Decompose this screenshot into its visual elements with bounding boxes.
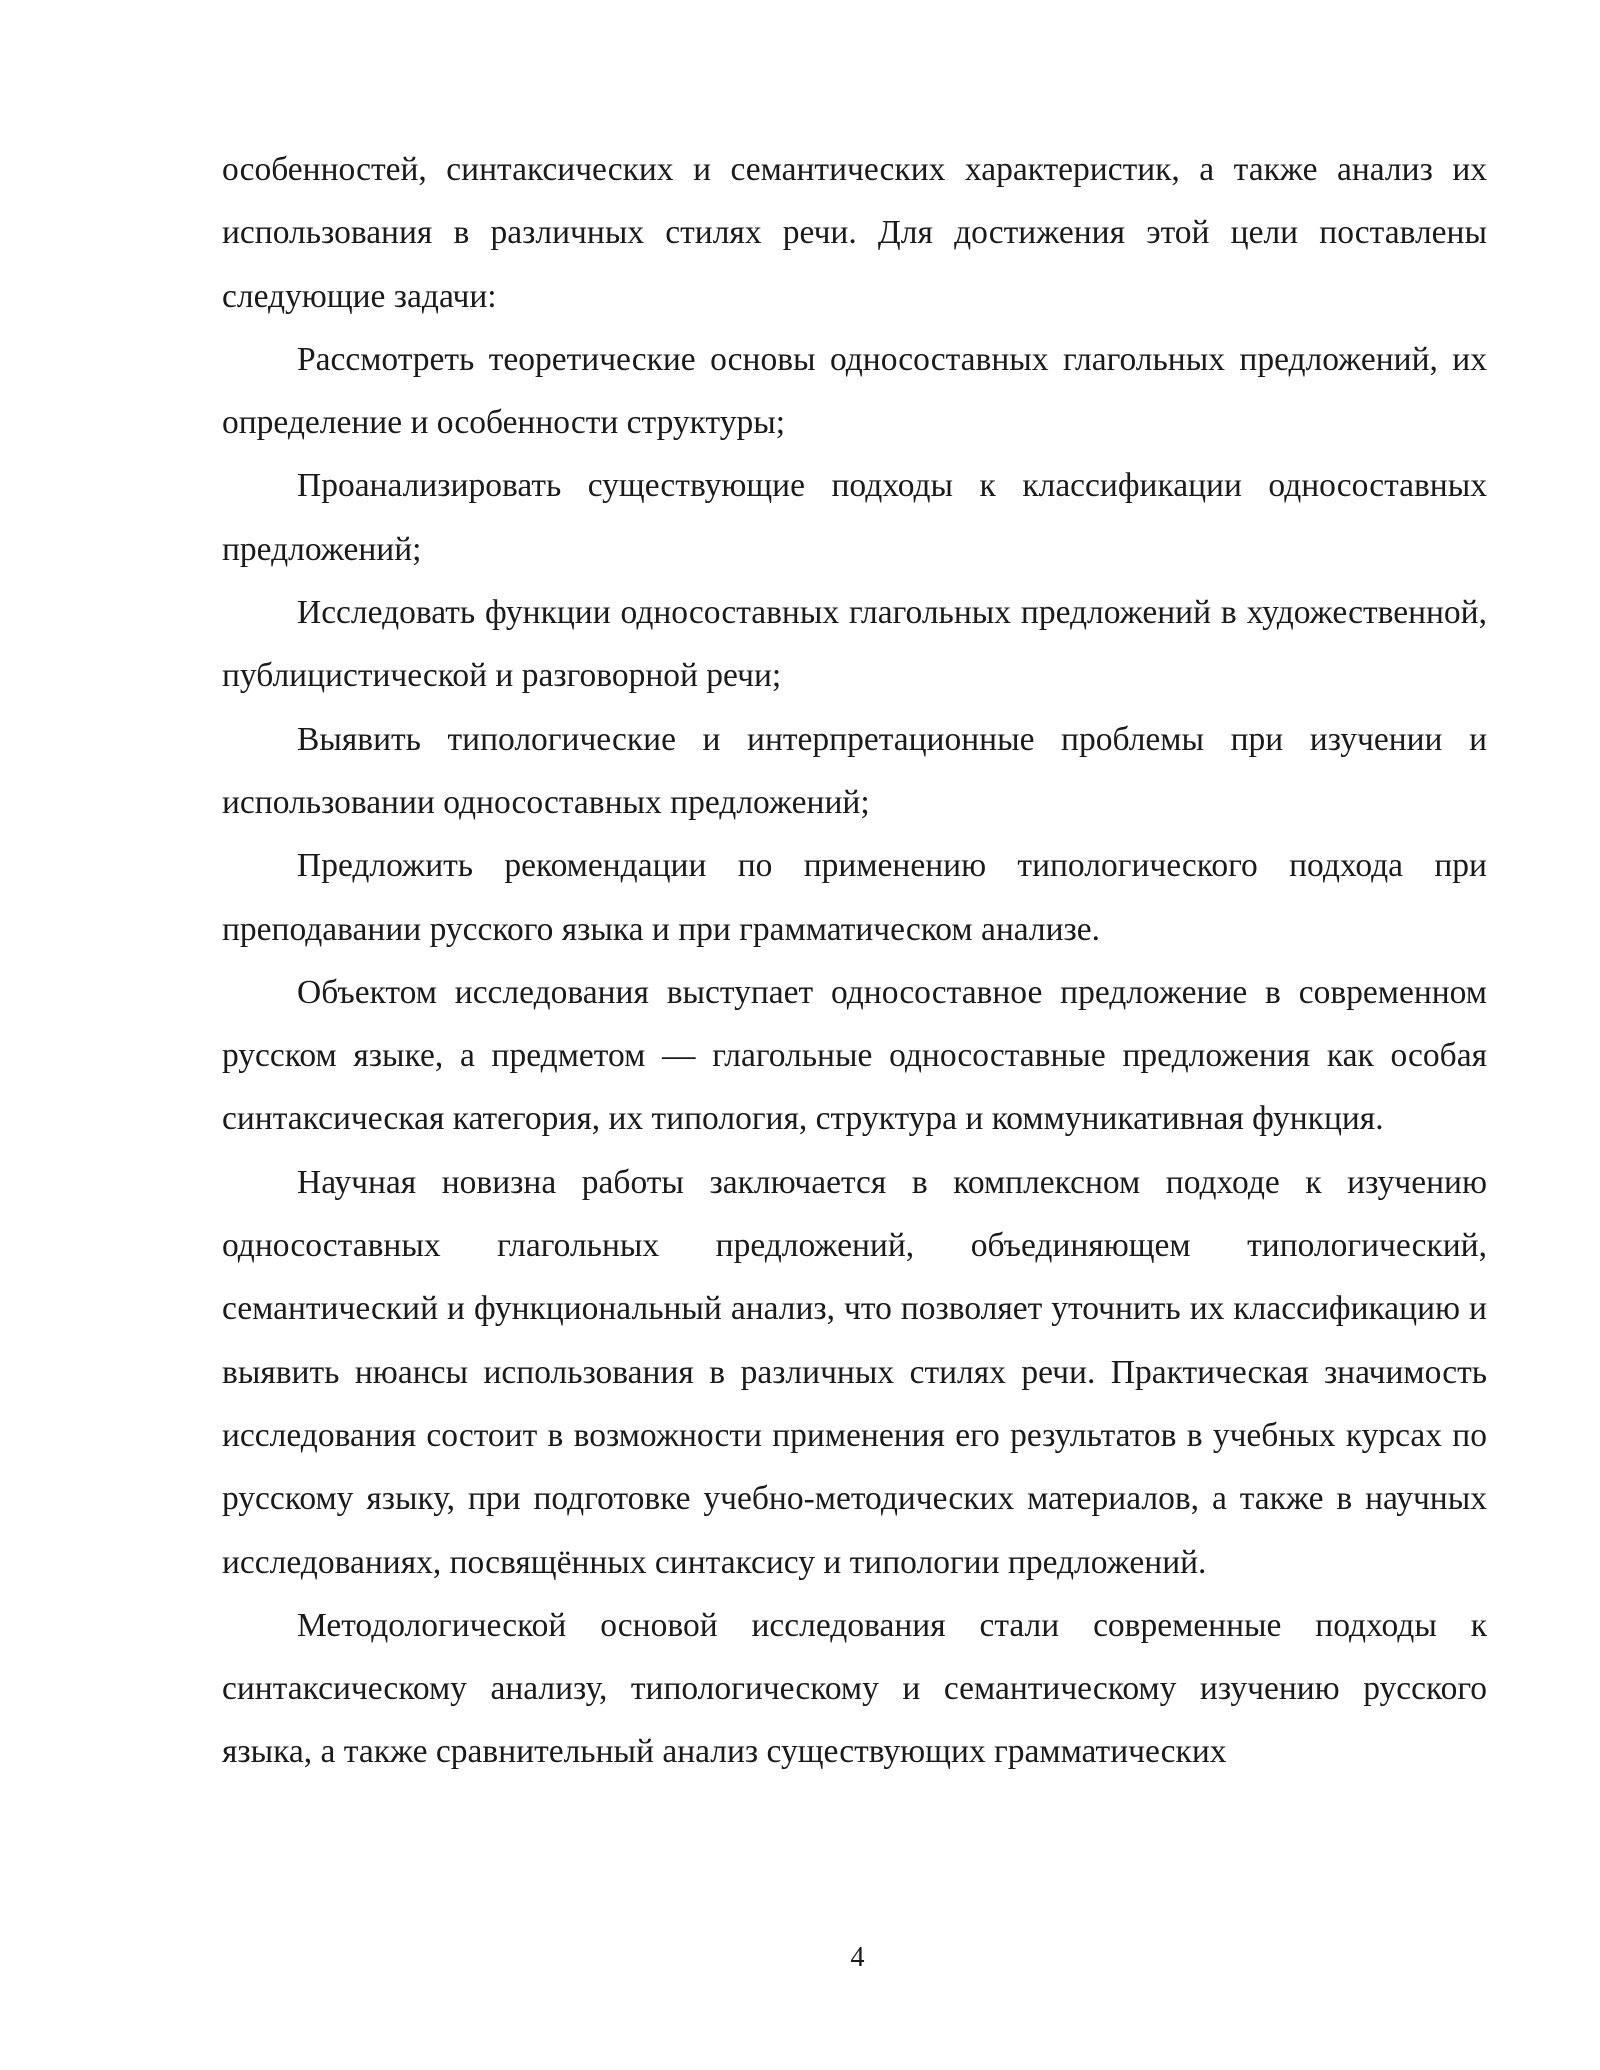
page-number: 4 (850, 1942, 865, 1973)
paragraph-9: Методологической основой исследования стали современные подходы к синтаксическому анализу, типологическому и семантическому изучению русского языка, а также сравнительный анализ существующих грамматических (222, 1606, 1487, 1771)
paragraph-2: Рассмотреть теоретические основы односоставных глагольных предложений, их определение и особенности структуры; (222, 340, 1487, 442)
paragraph-4: Исследовать функции односоставных глагольных предложений в художественной, публицистической и разговорной речи; (222, 594, 1487, 695)
paragraph-6: Предложить рекомендации по применению типологического подхода при преподавании русского языка и при грамматическом анализе. (222, 847, 1487, 948)
paragraph-8: Научная новизна работы заключается в комплексном подходе к изучению односоставных глагольных предложений, объединяющем типологический, семантический и функциональный анализ, что позволяет уточнить их классификацию и выявить нюансы использования в различных стилях речи. Практическая значимость исследования состоит в возможности применения его результатов в учебных курсах по русскому языку, при подготовке учебно-методических материалов, а также в научных исследованиях, посвящённых синтаксису и типологии предложений. (222, 1163, 1487, 1581)
paragraph-7: Объектом исследования выступает односоставное предложение в современном русском языке, а предметом — глагольные односоставные предложения как особая синтаксическая категория, их типология, структура и коммуникативная функция. (222, 973, 1487, 1138)
body-text (222, 138, 1487, 1784)
paragraph-1: особенностей, синтаксических и семантических характеристик, а также анализ их использования в различных стилях речи. Для достижения этой цели поставлены следующие задачи: (222, 151, 1487, 315)
paragraph-5: Выявить типологические и интерпретационные проблемы при изучении и использовании односоставных предложений; (222, 720, 1487, 821)
paragraph-3: Проанализировать существующие подходы к классификации односоставных предложений; (222, 467, 1487, 568)
